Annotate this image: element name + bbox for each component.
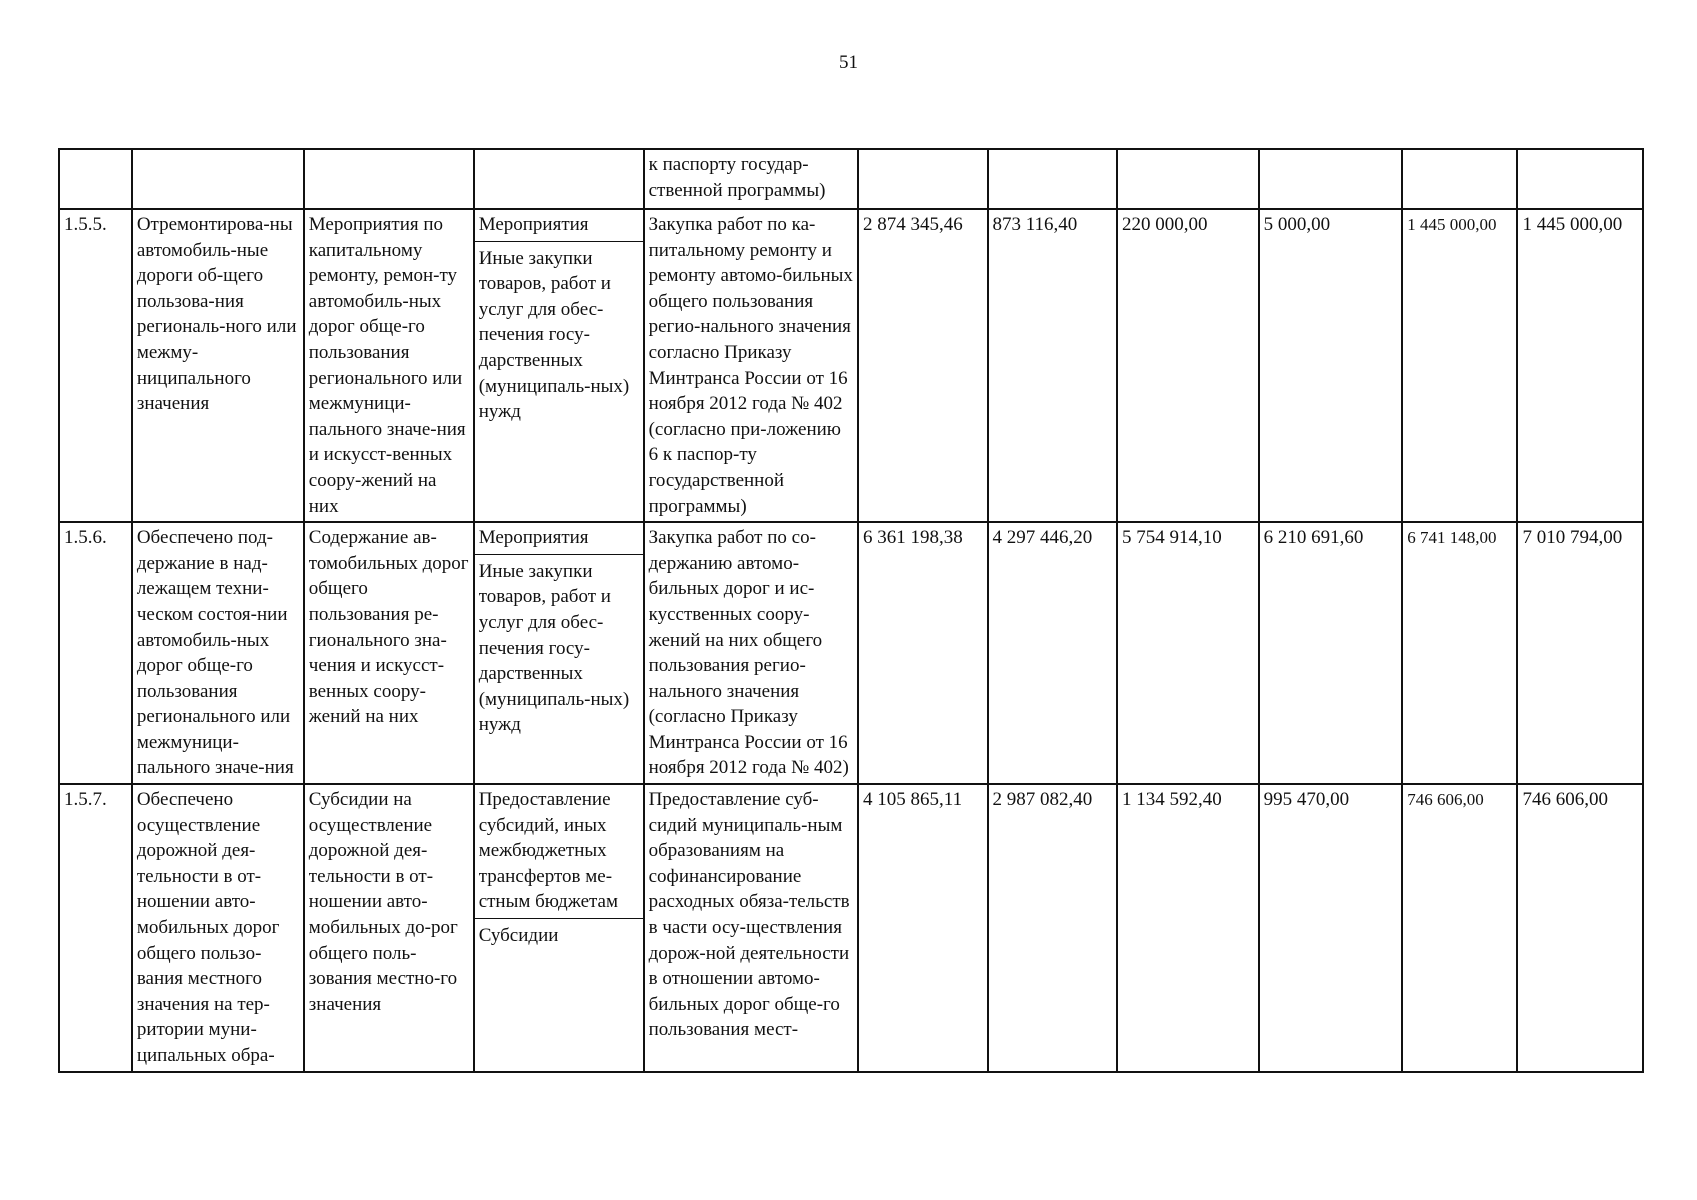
- value-cell: 746 606,00: [1402, 784, 1517, 1072]
- empty-cell: [988, 149, 1117, 209]
- value-cell: 2 987 082,40: [988, 784, 1117, 1072]
- empty-cell: [1117, 149, 1259, 209]
- result-cell: Отремонтирова-ны автомобиль-ные дороги об-щего пользова-ния региональ-ного или межму-ниципального значения: [132, 209, 304, 522]
- row-code: 1.5.7.: [59, 784, 132, 1072]
- table-row: [59, 784, 1643, 1072]
- type-top: Предоставление субсидий, иных межбюджетных трансфертов ме-стным бюджетам: [478, 789, 618, 913]
- type-bottom: Иные закупки товаров, работ и услуг для обес-печения госу-дарственных (муниципаль-ных) нужд: [475, 241, 643, 425]
- event-cell: Субсидии на осуществление дорожной дея-тельности в от-ношении авто-мобильных до-рог общего поль-зования местно-го значения: [304, 784, 474, 1072]
- program-table: [58, 148, 1644, 1073]
- value-cell: 1 134 592,40: [1117, 784, 1259, 1072]
- description-cell: Закупка работ по со-держанию автомо-бильных дорог и ис-кусственных соору-жений на них общего пользования регио-нального значения (согласно Приказу Минтранса России от 16 ноября 2012 года № 402): [644, 522, 858, 784]
- empty-cell: [132, 149, 304, 209]
- empty-cell: [858, 149, 987, 209]
- value-cell: 873 116,40: [988, 209, 1117, 522]
- value-cell: 746 606,00: [1517, 784, 1643, 1072]
- empty-cell: [1259, 149, 1403, 209]
- table-row: [59, 522, 1643, 784]
- result-cell: Обеспечено под-держание в над-лежащем техни-ческом состоя-нии автомобиль-ных дорог обще-го пользования регионального или межмуници-пального значе-ния: [132, 522, 304, 784]
- value-cell: 6 361 198,38: [858, 522, 987, 784]
- type-cell: [474, 209, 644, 522]
- continuation-row: [59, 149, 1643, 209]
- value-cell: 6 210 691,60: [1259, 522, 1403, 784]
- row-code: 1.5.5.: [59, 209, 132, 522]
- description-cell: Предоставление суб-сидий муниципаль-ным образованиям на софинансирование расходных обяза-тельств в части осу-ществления дорож-ной деятельности в отношении автомо-бильных дорог обще-го пользования мест-: [644, 784, 858, 1072]
- value-cell: 1 445 000,00: [1402, 209, 1517, 522]
- value-cell: 4 297 446,20: [988, 522, 1117, 784]
- value-cell: 5 000,00: [1259, 209, 1403, 522]
- value-cell: 995 470,00: [1259, 784, 1403, 1072]
- description-cell: Закупка работ по ка-питальному ремонту и ремонту автомо-бильных общего пользования регио-нального значения согласно Приказу Минтранса России от 16 ноября 2012 года № 402 (согласно при-ложению 6 к паспор-ту государственной программы): [644, 209, 858, 522]
- page-number: 51: [839, 52, 858, 73]
- continuation-description: к паспорту государ-ственной программы): [644, 149, 858, 209]
- type-top: Мероприятия: [478, 214, 589, 235]
- empty-cell: [59, 149, 132, 209]
- event-cell: Мероприятия по капитальному ремонту, ремон-ту автомобиль-ных дорог обще-го пользования регионального или межмуници-пального значе-ния и искусст-венных соору-жений на них: [304, 209, 474, 522]
- value-cell: 7 010 794,00: [1517, 522, 1643, 784]
- type-cell: [474, 784, 644, 1072]
- empty-cell: [304, 149, 474, 209]
- value-cell: 6 741 148,00: [1402, 522, 1517, 784]
- event-cell: Содержание ав-томобильных дорог общего пользования ре-гионального зна-чения и искусст-венных соору-жений на них: [304, 522, 474, 784]
- type-bottom: Иные закупки товаров, работ и услуг для обес-печения госу-дарственных (муниципаль-ных) нужд: [475, 554, 643, 738]
- empty-cell: [1517, 149, 1643, 209]
- empty-cell: [1402, 149, 1517, 209]
- result-cell: Обеспечено осуществление дорожной дея-тельности в от-ношении авто-мобильных дорог общего пользо-вания местного значения на тер-ритории муни-ципальных обра-: [132, 784, 304, 1072]
- value-cell: 5 754 914,10: [1117, 522, 1259, 784]
- empty-cell: [474, 149, 644, 209]
- value-cell: 1 445 000,00: [1517, 209, 1643, 522]
- type-top: Мероприятия: [478, 527, 589, 549]
- table-row: [59, 209, 1643, 522]
- value-cell: 2 874 345,46: [858, 209, 987, 522]
- type-bottom: Субсидии: [475, 918, 643, 949]
- value-cell: 4 105 865,11: [858, 784, 987, 1072]
- value-cell: 220 000,00: [1117, 209, 1259, 522]
- row-code: 1.5.6.: [59, 522, 132, 784]
- type-cell: [474, 522, 644, 784]
